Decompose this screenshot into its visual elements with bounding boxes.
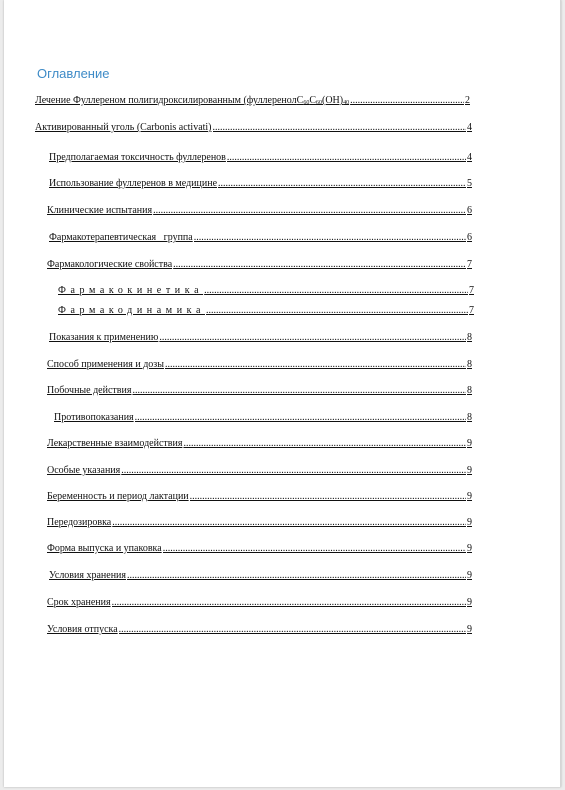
toc-entry-contraindications[interactable] [54, 412, 472, 424]
toc-page-number: 5 [467, 178, 472, 189]
toc-leader-dots [119, 624, 466, 636]
toc-leader-dots [165, 359, 466, 371]
toc-entry-title: Фармакокинетика [58, 285, 204, 296]
toc-page-number: 8 [467, 412, 472, 423]
toc-entry-dispensing-conditions[interactable] [47, 624, 472, 636]
toc-entry-side-effects[interactable] [47, 385, 472, 397]
toc-entry-special-instructions[interactable] [47, 465, 472, 477]
toc-leader-dots [206, 305, 468, 317]
toc-leader-dots [227, 152, 466, 164]
toc-entry-release-form[interactable] [47, 543, 472, 555]
toc-entry-toxicity[interactable] [49, 152, 472, 164]
toc-entry-pharmacological-properties[interactable] [47, 259, 472, 271]
toc-leader-dots [218, 178, 466, 190]
toc-entry-title: Предполагаемая токсичность фуллеренов [49, 152, 226, 163]
toc-leader-dots [132, 385, 466, 397]
toc-entry-title: Способ применения и дозы [47, 359, 164, 370]
toc-entry-title: Противопоказания [54, 412, 134, 423]
toc-entry-pharmacotherapeutic-group[interactable] [49, 232, 472, 244]
toc-page-number: 9 [467, 465, 472, 476]
toc-leader-dots [135, 412, 466, 424]
document-page [4, 0, 561, 787]
toc-leader-dots [194, 232, 466, 244]
toc-entry-dosage[interactable] [47, 359, 472, 371]
toc-entry-title: Клинические испытания [47, 205, 153, 216]
toc-entry-title: Лекарственные взаимодействия [47, 438, 183, 449]
toc-page-number: 9 [467, 438, 472, 449]
toc-leader-dots [213, 122, 466, 134]
toc-entry-title: Беременность и период лактации [47, 491, 189, 502]
toc-entry-drug-interactions[interactable] [47, 438, 472, 450]
toc-entry-clinical-trials[interactable] [47, 205, 472, 217]
toc-leader-dots [159, 332, 466, 344]
toc-page-number: 6 [467, 232, 472, 243]
toc-page-number: 7 [469, 285, 474, 296]
toc-page-number: 4 [467, 152, 472, 163]
toc-entry-title: Использование фуллеренов в медицине [49, 178, 218, 189]
toc-page-number: 9 [467, 543, 472, 554]
toc-page-number: 7 [469, 305, 474, 316]
toc-leader-dots [112, 517, 466, 529]
toc-entry-title: Условия хранения [49, 570, 127, 581]
toc-entry-title: Фармакодинамика [58, 305, 206, 316]
toc-page-number: 9 [467, 491, 472, 502]
toc-entry-pharmacokinetics[interactable] [58, 285, 474, 297]
toc-leader-dots [350, 95, 464, 107]
toc-entry-title: Лечение Фуллереном полигидроксилированным ($фуллеренолC_{60}C_{60}(OH)_{40}$ [35, 95, 350, 106]
toc-entry-title: Форма выпуска и упаковка [47, 543, 162, 554]
toc-page-number: 8 [467, 385, 472, 396]
toc-entry-title: Фармакотерапевтическая группа [49, 232, 193, 243]
toc-leader-dots [121, 465, 466, 477]
toc-page-number: 8 [467, 359, 472, 370]
toc-entry-activated-carbon[interactable] [35, 122, 472, 134]
toc-entry-storage-conditions[interactable] [49, 570, 472, 582]
toc-entry-fullerenol-treatment[interactable] [35, 95, 470, 107]
toc-leader-dots [204, 285, 468, 297]
toc-page-number: 6 [467, 205, 472, 216]
toc-entry-pharmacodynamics[interactable] [58, 305, 474, 317]
toc-entry-overdose[interactable] [47, 517, 472, 529]
toc-leader-dots [173, 259, 466, 271]
toc-entry-title: Условия отпуска [47, 624, 118, 635]
toc-entry-pregnancy-lactation[interactable] [47, 491, 472, 503]
toc-heading: Оглавление [37, 66, 110, 81]
toc-page-number: 2 [465, 95, 470, 106]
toc-entry-title: Побочные действия [47, 385, 132, 396]
toc-page-number: 9 [467, 597, 472, 608]
toc-page-number: 7 [467, 259, 472, 270]
toc-leader-dots [153, 205, 466, 217]
toc-page-number: 9 [467, 624, 472, 635]
toc-entry-title: Активированный уголь (Carbonis activati) [35, 122, 212, 133]
toc-leader-dots [163, 543, 466, 555]
toc-entry-medicine-use[interactable] [49, 178, 472, 190]
toc-entry-title: Особые указания [47, 465, 121, 476]
toc-page-number: 8 [467, 332, 472, 343]
toc-leader-dots [127, 570, 466, 582]
toc-leader-dots [112, 597, 466, 609]
toc-entry-indications[interactable] [49, 332, 472, 344]
toc-entry-title: Передозировка [47, 517, 112, 528]
toc-page-number: 9 [467, 570, 472, 581]
toc-page-number: 9 [467, 517, 472, 528]
toc-entry-title: Срок хранения [47, 597, 111, 608]
toc-leader-dots [190, 491, 466, 503]
toc-leader-dots [183, 438, 466, 450]
toc-page-number: 4 [467, 122, 472, 133]
toc-entry-title: Фармакологические свойства [47, 259, 173, 270]
toc-entry-title: Показания к применению [49, 332, 159, 343]
toc-entry-shelf-life[interactable] [47, 597, 472, 609]
